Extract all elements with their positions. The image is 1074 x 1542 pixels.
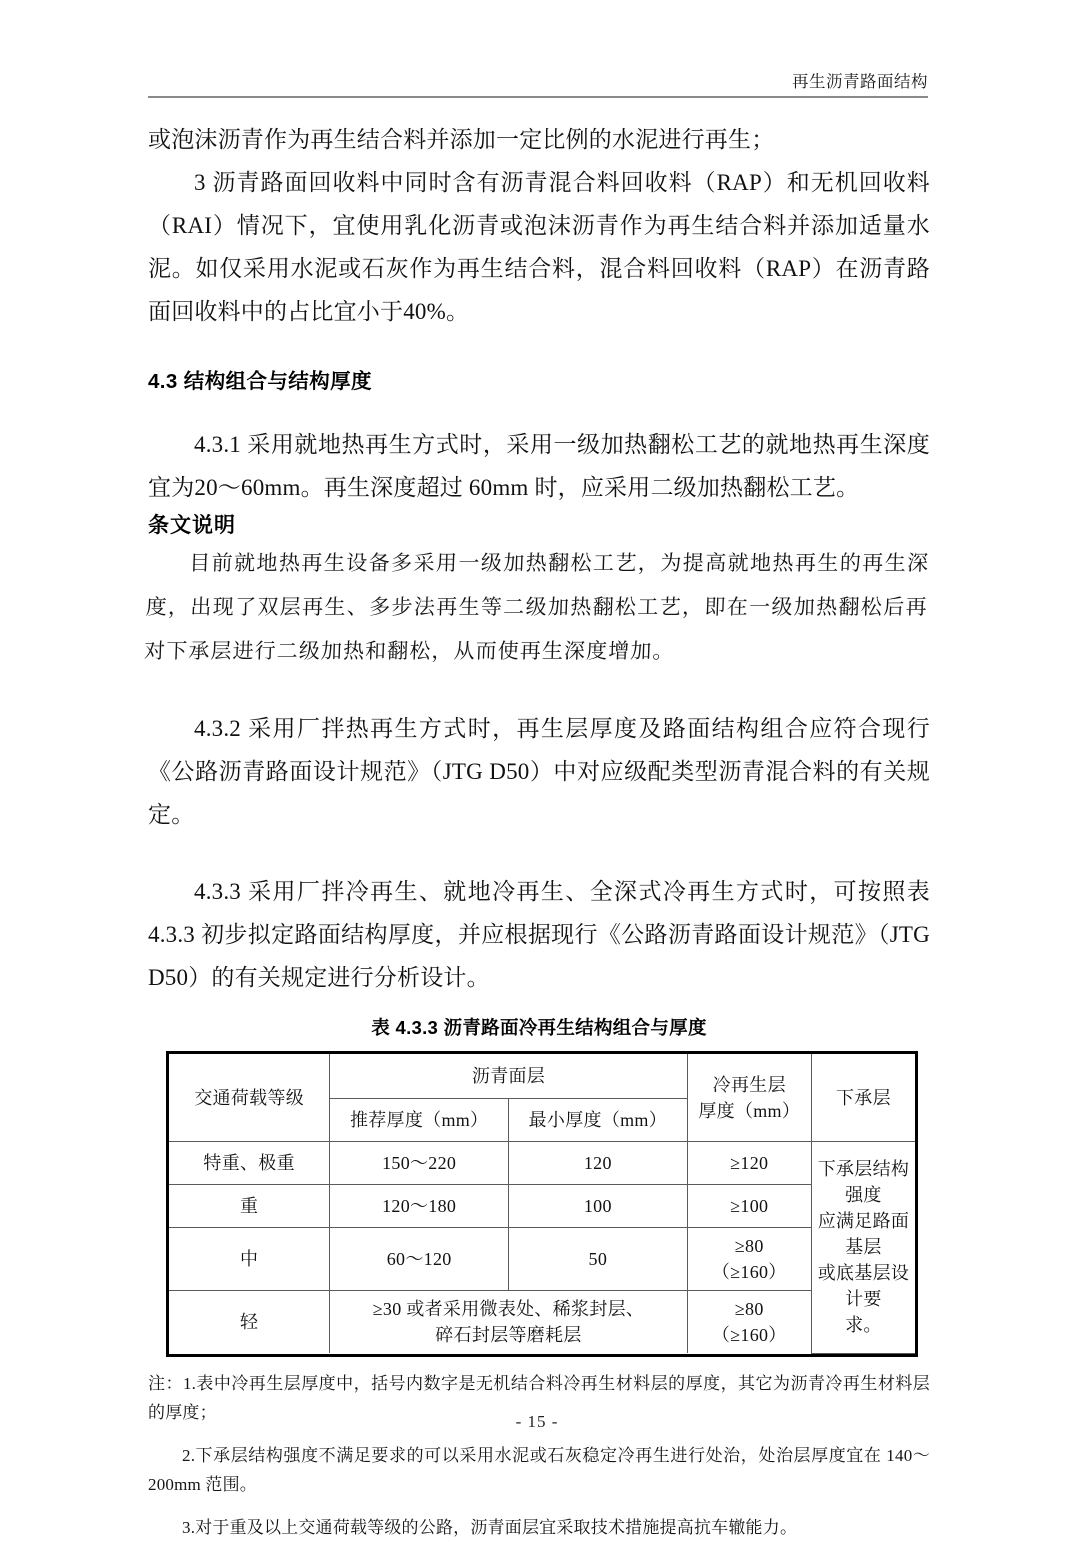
spacer bbox=[148, 999, 930, 1015]
header-traffic-grade: 交通荷载等级 bbox=[169, 1054, 330, 1142]
running-header bbox=[148, 72, 928, 98]
spacer bbox=[148, 397, 930, 423]
header-asphalt-surface: 沥青面层 bbox=[330, 1054, 687, 1099]
header-cold-recycled-layer bbox=[687, 1054, 811, 1142]
running-header-text: 再生沥青路面结构 bbox=[792, 72, 928, 91]
spacer bbox=[148, 333, 930, 367]
header-cold-recycled-line2: 厚度（mm） bbox=[698, 1100, 801, 1121]
subgrade-line-4: 求。 bbox=[845, 1315, 882, 1336]
cell-minimum: 120 bbox=[509, 1142, 688, 1185]
cell-cold-recycled bbox=[687, 1228, 811, 1291]
table-row bbox=[169, 1185, 915, 1228]
cell-recommended: 120～180 bbox=[330, 1185, 509, 1228]
running-header-rule bbox=[148, 96, 928, 98]
cell-surface-merged bbox=[330, 1291, 687, 1354]
cell-recommended: 150～220 bbox=[330, 1142, 509, 1185]
note-3: 3.对于重及以上交通荷载等级的公路，沥青面层宜采取技术措施提高抗车辙能力。 bbox=[182, 1517, 798, 1537]
cell-minimum: 100 bbox=[509, 1185, 688, 1228]
surface-merged-line-2: 碎石封层等磨耗层 bbox=[435, 1325, 582, 1345]
header-subgrade: 下承层 bbox=[811, 1054, 915, 1142]
cell-cold-recycled: ≥100 bbox=[687, 1185, 811, 1228]
cold-line-2: （≥160） bbox=[711, 1262, 787, 1282]
clause-4-3-1: 4.3.1 采用就地热再生方式时，采用一级加热翻松工艺的就地热再生深度宜为20～60mm。再生深度超过 60mm 时，应采用二级加热翻松工艺。 bbox=[148, 432, 930, 500]
cell-grade: 特重、极重 bbox=[169, 1142, 330, 1185]
note-1: 注：1.表中冷再生层厚度中，括号内数字是无机结合料冷再生材料层的厚度，其它为沥青冷再生材料层的厚度； bbox=[148, 1373, 930, 1422]
page-footer bbox=[0, 1412, 1074, 1432]
table-notes bbox=[148, 1369, 930, 1542]
cell-recommended: 60～120 bbox=[330, 1228, 509, 1291]
cell-grade: 轻 bbox=[169, 1291, 330, 1354]
cell-grade: 重 bbox=[169, 1185, 330, 1228]
surface-merged-line-1: ≥30 或者采用微表处、稀浆封层、 bbox=[372, 1299, 645, 1319]
subgrade-line-2: 应满足路面基层 bbox=[817, 1211, 910, 1258]
table-row bbox=[169, 1291, 915, 1354]
cold-line-1: ≥80 bbox=[734, 1299, 764, 1319]
spacer bbox=[148, 836, 930, 870]
table-caption: 表 4.3.3 沥青路面冷再生结构组合与厚度 bbox=[371, 1017, 707, 1038]
subgrade-line-1: 下承层结构强度 bbox=[817, 1159, 910, 1206]
table-header-row-top bbox=[169, 1054, 915, 1099]
section-heading-4-3: 4.3 结构组合与结构厚度 bbox=[148, 370, 372, 393]
clause-4-3-2: 4.3.2 采用厂拌热再生方式时，再生层厚度及路面结构组合应符合现行《公路沥青路面设计规范》（JTG D50）中对应级配类型沥青混合料的有关规定。 bbox=[148, 716, 930, 827]
page-number: - 15 - bbox=[515, 1412, 559, 1431]
paragraph-item-3: 3 沥青路面回收料中同时含有沥青混合料回收料（RAP）和无机回收料（RAI）情况下，宜使用乳化沥青或泡沫沥青作为再生结合料并添加适量水泥。如仅采用水泥或石灰作为再生结合料，混合料回收料（RAP）在沥青路面回收料中的占比宜小于40%。 bbox=[148, 170, 930, 324]
table-row bbox=[169, 1228, 915, 1291]
cell-grade: 中 bbox=[169, 1228, 330, 1291]
explanation-label: 条文说明 bbox=[148, 513, 236, 537]
note-2: 2.下承层结构强度不满足要求的可以采用水泥或石灰稳定冷再生进行处治，处治层厚度宜在 140～200mm 范围。 bbox=[148, 1445, 930, 1494]
paragraph-continued: 或泡沫沥青作为再生结合料并添加一定比例的水泥进行再生； bbox=[148, 127, 775, 152]
table-row bbox=[169, 1142, 915, 1185]
clause-4-3-3: 4.3.3 采用厂拌冷再生、就地冷再生、全深式冷再生方式时，可按照表 4.3.3 初步拟定路面结构厚度，并应根据现行《公路沥青路面设计规范》（JTG D50）的有关规定进行分析设计。 bbox=[148, 879, 930, 990]
header-cold-recycled-line1: 冷再生层 bbox=[712, 1074, 786, 1095]
cold-line-2: （≥160） bbox=[711, 1325, 787, 1345]
subgrade-line-3: 或底基层设计要 bbox=[817, 1263, 910, 1310]
header-recommended-thickness: 推荐厚度（mm） bbox=[330, 1099, 509, 1142]
cold-line-1: ≥80 bbox=[734, 1236, 764, 1256]
spacer bbox=[148, 673, 930, 707]
cell-cold-recycled: ≥120 bbox=[687, 1142, 811, 1185]
spec-table bbox=[169, 1054, 915, 1354]
explanation-text-4-3-1: 目前就地热再生设备多采用一级加热翻松工艺，为提高就地热再生的再生深度，出现了双层再生、多步法再生等二级加热翻松工艺，即在一级加热翻松后再对下承层进行二级加热和翻松，从而使再生深度增加。 bbox=[143, 551, 930, 663]
table-4-3-3 bbox=[166, 1051, 918, 1357]
cell-minimum: 50 bbox=[509, 1228, 688, 1291]
page-content bbox=[143, 118, 930, 1542]
header-minimum-thickness: 最小厚度（mm） bbox=[509, 1099, 688, 1142]
cell-cold-recycled bbox=[687, 1291, 811, 1354]
cell-subgrade-note bbox=[811, 1142, 915, 1354]
